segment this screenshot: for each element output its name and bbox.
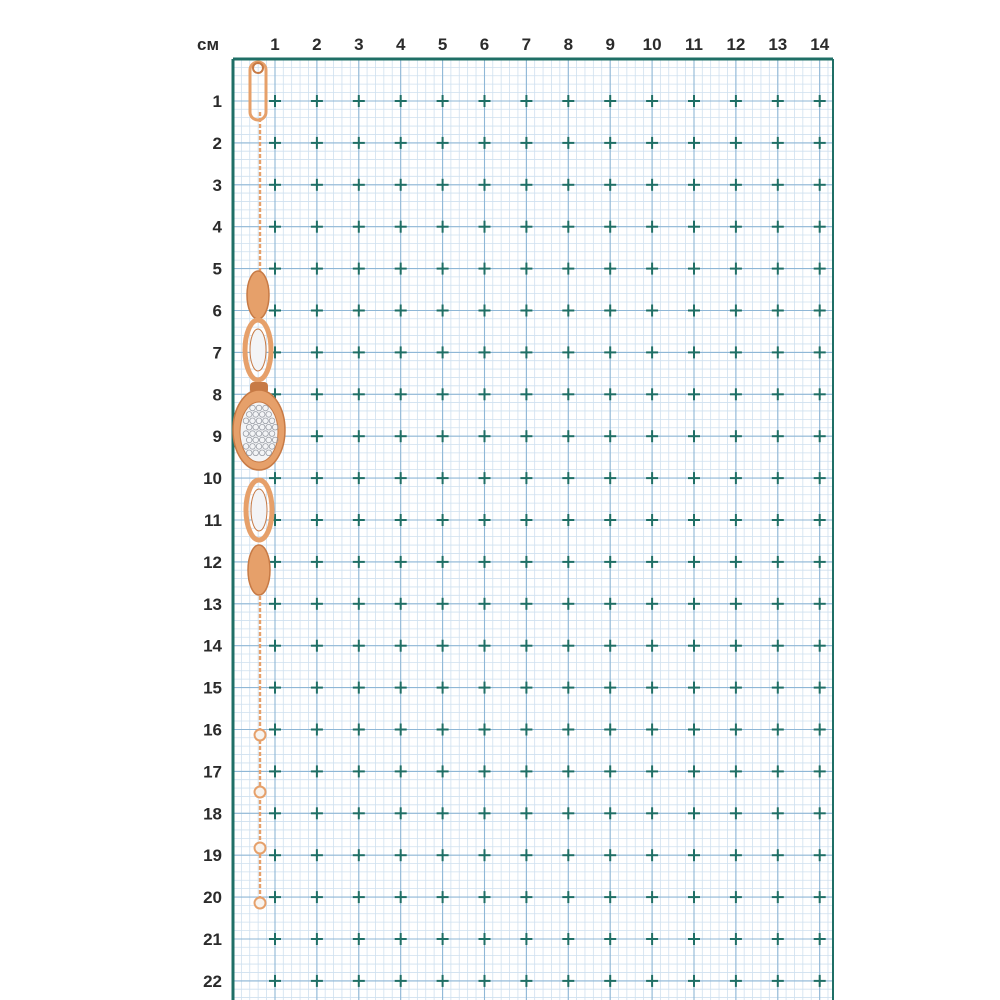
y-label: 10	[203, 469, 222, 489]
x-label: 14	[810, 35, 830, 54]
x-label: 4	[395, 35, 406, 54]
chain-ring	[255, 843, 266, 854]
x-label: 9	[605, 35, 615, 54]
y-label: 17	[203, 762, 222, 782]
leaf-link-upper	[247, 271, 269, 319]
y-label: 13	[203, 594, 222, 614]
y-label: 2	[212, 133, 222, 153]
leaf-link-lower	[248, 545, 270, 595]
center-panel	[233, 390, 285, 470]
y-label: 7	[212, 343, 222, 363]
chain-ring	[255, 730, 266, 741]
y-label: 3	[212, 175, 222, 195]
y-label: 18	[203, 804, 222, 824]
y-label: 20	[203, 888, 222, 908]
x-label: 7	[521, 35, 532, 54]
x-label: 6	[479, 35, 490, 54]
x-label: 2	[312, 35, 322, 54]
y-label: 4	[212, 217, 222, 237]
y-label: 1	[212, 92, 222, 111]
unit-label: см	[196, 35, 220, 54]
x-label: 11	[685, 35, 703, 54]
y-label: 8	[212, 385, 222, 405]
x-label: 10	[642, 35, 662, 54]
chain-ring	[255, 898, 266, 909]
y-label: 22	[203, 971, 222, 991]
y-label: 14	[203, 636, 222, 656]
y-label: 5	[212, 259, 222, 279]
x-label: 13	[768, 35, 788, 54]
x-label: 5	[437, 35, 448, 54]
y-label: 19	[203, 846, 222, 866]
x-label: 3	[354, 35, 364, 54]
x-label: 12	[726, 35, 746, 54]
y-label: 9	[212, 427, 222, 447]
x-label: 1	[270, 35, 280, 54]
x-label: 8	[563, 35, 574, 54]
y-label: 12	[203, 552, 222, 572]
y-label: 15	[203, 678, 222, 698]
y-label: 16	[203, 720, 222, 740]
y-label: 6	[212, 301, 222, 321]
chain-ring	[255, 787, 266, 798]
y-label: 11	[204, 511, 222, 530]
y-label: 21	[203, 930, 222, 949]
